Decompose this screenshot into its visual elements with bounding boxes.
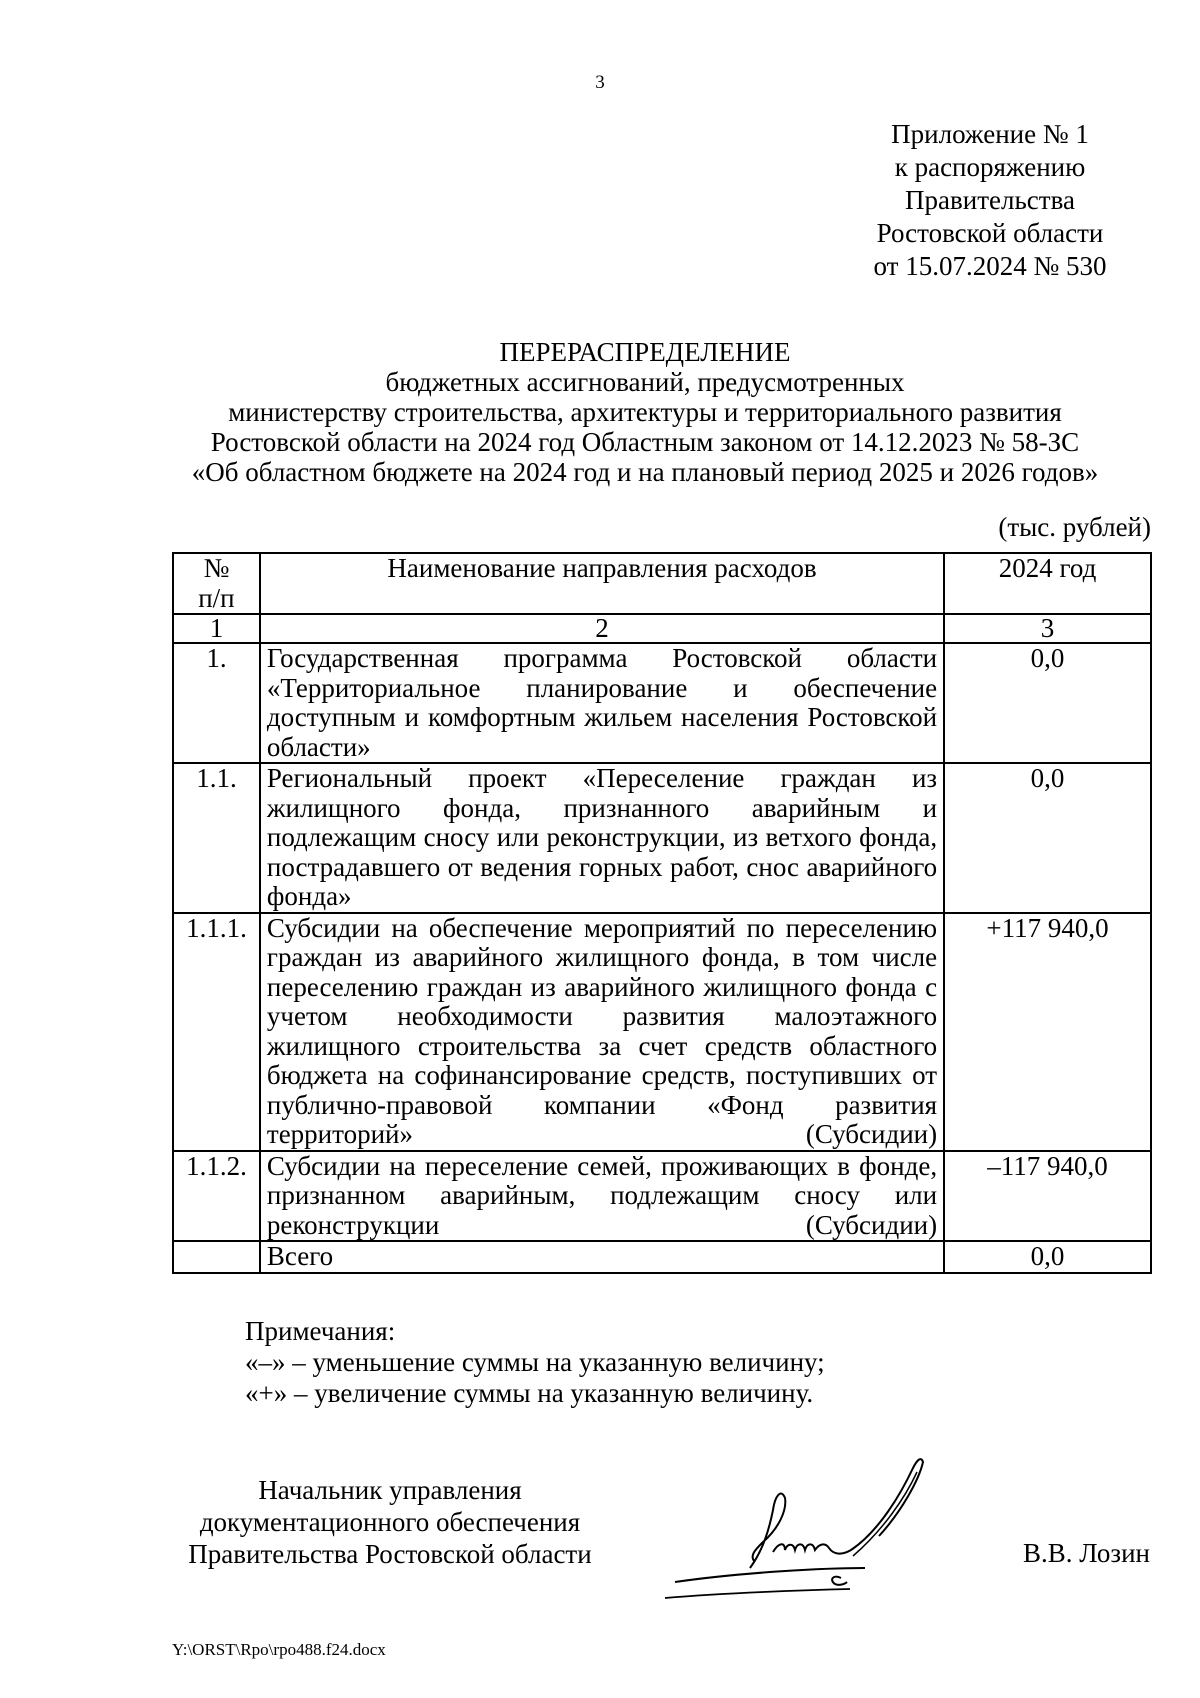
signer-position-line: Правительства Ростовской области bbox=[188, 1539, 592, 1569]
title-line: министерству строительства, архитектуры и территориального развития bbox=[228, 397, 1062, 427]
row-name: Субсидии на переселение семей, проживающих в фонде, признанном аварийным, подлежащим сносу или реконструкции (Субсидии) bbox=[260, 1151, 944, 1242]
appendix-block bbox=[760, 118, 1200, 283]
page-number: 3 bbox=[595, 72, 605, 93]
appendix-line: Приложение № 1 bbox=[891, 119, 1089, 149]
title-line: «Об областном бюджете на 2024 год и на плановый период 2025 и 2026 годов» bbox=[191, 457, 1099, 487]
file-path: Y:\ORST\Rpo\rpo488.f24.docx bbox=[172, 1640, 386, 1659]
table-row bbox=[173, 1151, 1151, 1242]
title-line: Ростовской области на 2024 год Областным законом от 14.12.2023 № 58-ЗС bbox=[210, 427, 1080, 457]
index-cell: 2 bbox=[260, 614, 944, 643]
title-line: бюджетных ассигнований, предусмотренных bbox=[385, 367, 905, 397]
total-value: 0,0 bbox=[944, 1241, 1151, 1273]
handwritten-signature bbox=[655, 1450, 975, 1600]
title-heading: ПЕРЕРАСПРЕДЕЛЕНИЕ bbox=[499, 337, 791, 367]
document-title bbox=[150, 337, 1140, 487]
appendix-line: Правительства bbox=[905, 185, 1075, 215]
index-cell: 1 bbox=[173, 614, 260, 643]
table-total-row bbox=[173, 1241, 1151, 1273]
signer-position bbox=[150, 1474, 630, 1570]
signer-position-line: документационного обеспечения bbox=[199, 1507, 581, 1537]
appendix-line: к распоряжению bbox=[894, 152, 1086, 182]
row-num: 1. bbox=[173, 643, 260, 763]
notes-block bbox=[245, 1316, 825, 1409]
row-value: –117 940,0 bbox=[944, 1151, 1151, 1242]
appendix-line: Ростовской области bbox=[876, 218, 1104, 248]
appendix-line: от 15.07.2024 № 530 bbox=[873, 251, 1107, 281]
row-num: 1.1.2. bbox=[173, 1151, 260, 1242]
row-value: +117 940,0 bbox=[944, 913, 1151, 1151]
total-num bbox=[173, 1241, 260, 1273]
header-value: 2024 год bbox=[944, 553, 1151, 614]
signer-position-line: Начальник управления bbox=[258, 1475, 522, 1505]
row-value: 0,0 bbox=[944, 643, 1151, 763]
header-num-line2: п/п bbox=[198, 582, 235, 613]
notes-title: Примечания: bbox=[245, 1316, 396, 1346]
row-name: Региональный проект «Переселение граждан из жилищного фонда, признанного аварийным и подлежащим сносу или реконструкции, из ветхого фонда, пострадавшего от ведения горных работ, снос аварийного фонда» bbox=[260, 763, 944, 913]
allocation-table bbox=[172, 552, 1152, 1274]
table-row bbox=[173, 763, 1151, 913]
header-num bbox=[173, 553, 260, 614]
total-label: Всего bbox=[260, 1241, 944, 1273]
row-num: 1.1. bbox=[173, 763, 260, 913]
header-name: Наименование направления расходов bbox=[260, 553, 944, 614]
table-row bbox=[173, 643, 1151, 763]
row-value: 0,0 bbox=[944, 763, 1151, 913]
header-num-line1: № bbox=[203, 553, 230, 583]
row-name: Государственная программа Ростовской области «Территориальное планирование и обеспечение доступным и комфортным жильем населения Ростовской области» bbox=[260, 643, 944, 763]
table-index-row bbox=[173, 614, 1151, 643]
note-item: «+» – увеличение суммы на указанную величину. bbox=[245, 1378, 814, 1408]
note-item: «–» – уменьшение суммы на указанную величину; bbox=[245, 1347, 825, 1377]
row-name: Субсидии на обеспечение мероприятий по переселению граждан из аварийного жилищного фонда, в том числе переселению граждан из аварийного жилищного фонда с учетом необходимости развития малоэтажного жилищного строительства за счет средств областного бюджета на софинансирование средств, поступивших от публично-правовой компании «Фонд развития территорий» (Субсидии) bbox=[260, 913, 944, 1151]
table-row bbox=[173, 913, 1151, 1151]
signer-name: В.В. Лозин bbox=[1023, 1538, 1150, 1568]
index-cell: 3 bbox=[944, 614, 1151, 643]
table-header-row bbox=[173, 553, 1151, 614]
row-num: 1.1.1. bbox=[173, 913, 260, 1151]
units-label: (тыс. рублей) bbox=[998, 512, 1151, 542]
